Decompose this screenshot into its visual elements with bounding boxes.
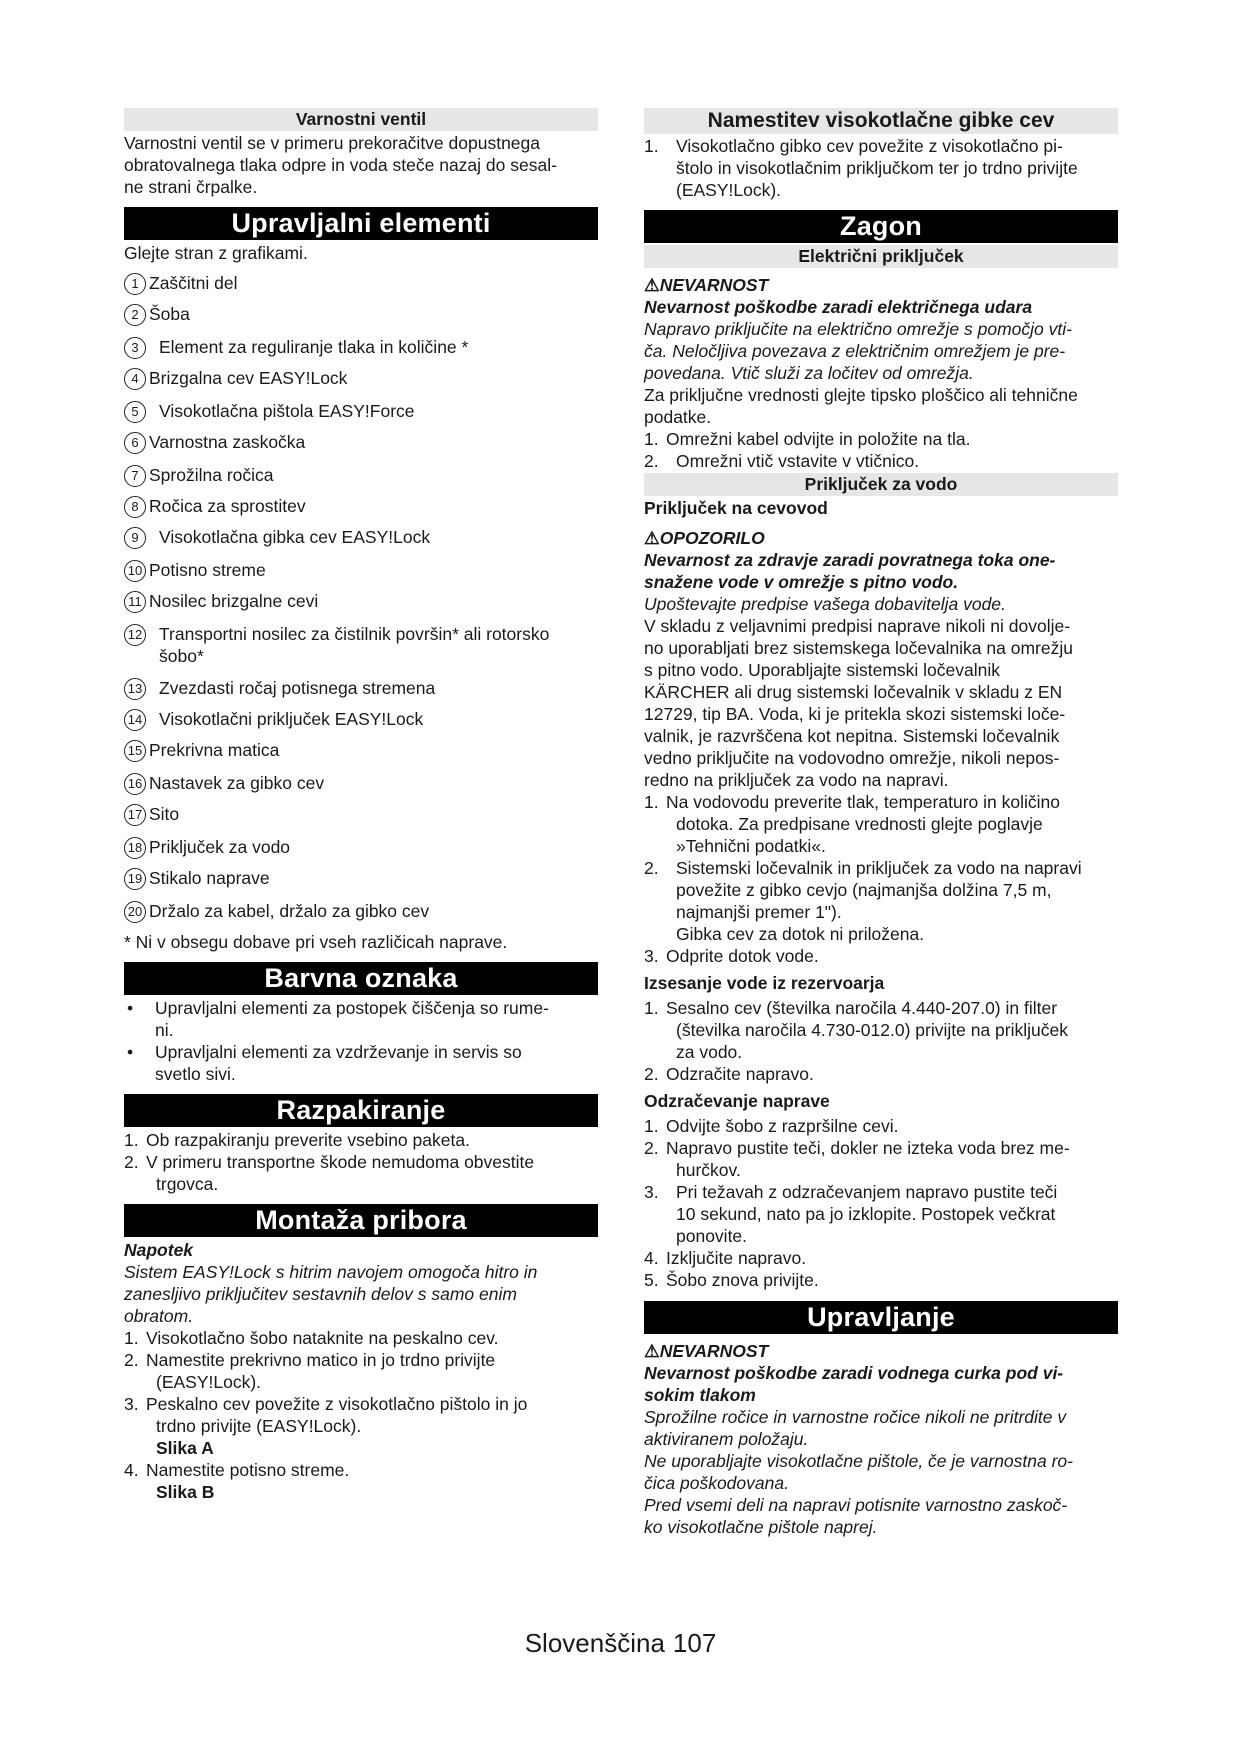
electrical-text: Za priključne vrednosti glejte tipsko ploščico ali tehnične podatke. xyxy=(644,385,1078,427)
warning-triangle-icon: ⚠ xyxy=(644,1341,660,1361)
list-item: 3. Odprite dotok vode. xyxy=(644,946,819,966)
list-item: 17 Sito xyxy=(124,803,598,826)
list-item: • Upravljalni elementi za vzdrževanje in servis so svetlo sivi. xyxy=(127,1042,522,1084)
accessory-mounting-heading: Montaža pribora xyxy=(124,1204,598,1237)
number-badge: 18 xyxy=(124,837,146,859)
list-item: 3 Element za reguliranje tlaka in količine * xyxy=(124,336,598,359)
list-item: 20 Držalo za kabel, držalo za gibko cev xyxy=(124,900,598,923)
warning-text: V skladu z veljavnimi predpisi naprave nikoli ni dovolje- no uporabljati brez sistemskega ločevalnika na omrežju s pitno vodo. Uporabljajte sistemski ločevalnik KÄRCHER ali drug sistemski ločevalnik v skladu z EN 12729, tip BA. Voda, ki je pritekla skozi sistemski loče- valnik, je razvrščena kot nepitna. Sistemski ločevalnik vedno priključite na vodovodno omrežje, nikoli nepos- redno na priključek za vodo na napravi. xyxy=(644,616,1073,790)
list-item: 4 Brizgalna cev EASY!Lock xyxy=(124,367,598,390)
list-item: 1. Odvijte šobo z razpršilne cevi. xyxy=(644,1116,899,1136)
list-item: 14 Visokotlačni priključek EASY!Lock xyxy=(124,708,598,731)
number-badge: 13 xyxy=(124,678,146,700)
list-item: 4. Izključite napravo. xyxy=(644,1248,807,1268)
number-badge: 2 xyxy=(124,304,146,326)
list-item: 8 Ročica za sprostitev xyxy=(124,495,598,518)
number-badge: 4 xyxy=(124,368,146,390)
list-item: 5 Visokotlačna pištola EASY!Force xyxy=(124,400,598,423)
danger-text: Napravo priključite na električno omrežje s pomočjo vti- ča. Neločljiva povezava z električnim omrežjem je pre- povedana. Vtič služi za ločitev od omrežja. xyxy=(644,319,1072,383)
warning-triangle-icon: ⚠ xyxy=(644,275,660,295)
note-text: Sistem EASY!Lock s hitrim navojem omogoča hitro in zanesljivo priključitev sestavnih delov s samo enim obratom. xyxy=(124,1262,538,1326)
list-item: 1. Omrežni kabel odvijte in položite na tla. xyxy=(644,429,971,449)
footnote: * Ni v obsegu dobave pri vseh različicah naprave. xyxy=(124,932,508,952)
warning-title: Nevarnost za zdravje zaradi povratnega toka one- snažene vode v omrežje s pitno vodo. xyxy=(644,550,1056,592)
danger-label: ⚠NEVARNOST xyxy=(644,1341,769,1361)
warning-italic-text: Upoštevajte predpise vašega dobavitelja vode. xyxy=(644,594,1006,614)
hose-install-heading: Namestitev visokotlačne gibke cev xyxy=(644,108,1118,134)
list-item: 7 Sprožilna ročica xyxy=(124,464,598,487)
warning-triangle-icon: ⚠ xyxy=(644,528,660,548)
startup-heading: Zagon xyxy=(644,210,1118,243)
list-item: 10 Potisno streme xyxy=(124,559,598,582)
list-item: • Upravljalni elementi za postopek čiščenja so rume- ni. xyxy=(127,998,549,1040)
list-item: 19 Stikalo naprave xyxy=(124,867,598,890)
safety-valve-text: Varnostni ventil se v primeru prekoračitve dopustnega obratovalnega tlaka odpre in voda steče nazaj do sesal- ne strani črpalke. xyxy=(124,133,557,197)
page-footer xyxy=(0,1628,1241,1658)
list-item: 15 Prekrivna matica xyxy=(124,739,598,762)
list-item: 4. Namestite potisno streme. Slika B xyxy=(124,1460,350,1502)
operation-heading: Upravljanje xyxy=(644,1301,1118,1334)
danger-label: ⚠NEVARNOST xyxy=(644,275,769,295)
list-item: 2. Omrežni vtič vstavite v vtičnico. xyxy=(644,451,920,471)
list-item: 13 Zvezdasti ročaj potisnega stremena xyxy=(124,677,598,700)
note-label: Napotek xyxy=(124,1240,194,1260)
component-list xyxy=(124,272,598,923)
number-badge: 5 xyxy=(124,401,146,423)
unpacking-heading: Razpakiranje xyxy=(124,1094,598,1127)
electrical-connection-heading: Električni priključek xyxy=(644,245,1118,268)
number-badge: 6 xyxy=(124,432,146,454)
list-item: 1. Sesalno cev (številka naročila 4.440-207.0) in filter (številka naročila 4.730-012.0) privijte na priključek za vodo. xyxy=(644,998,1068,1062)
list-item: 5. Šobo znova privijte. xyxy=(644,1270,819,1290)
list-item: 2. Odzračite napravo. xyxy=(644,1064,814,1084)
number-badge: 8 xyxy=(124,496,146,518)
safety-valve-heading: Varnostni ventil xyxy=(124,108,598,131)
warning-label: ⚠OPOZORILO xyxy=(644,528,765,548)
controls-heading: Upravljalni elementi xyxy=(124,207,598,240)
list-item: 6 Varnostna zaskočka xyxy=(124,431,598,454)
footer-language: Slovenščina xyxy=(524,1628,665,1658)
list-item: 1 Zaščitni del xyxy=(124,272,598,295)
number-badge: 16 xyxy=(124,773,146,795)
list-item: 2 Šoba xyxy=(124,303,598,326)
number-badge: 9 xyxy=(124,527,146,549)
number-badge: 10 xyxy=(124,560,146,582)
number-badge: 7 xyxy=(124,465,146,487)
list-item: 9 Visokotlačna gibka cev EASY!Lock xyxy=(124,526,598,549)
color-coding-heading: Barvna oznaka xyxy=(124,962,598,995)
page-number: 107 xyxy=(672,1628,717,1658)
danger-text: Sprožilne ročice in varnostne ročice nikoli ne pritrdite v aktiviranem položaju. Ne uporabljajte visokotlačne pištole, če je varnostna ro- čica poškodovana. Pred vsemi deli na napravi potisnite varnostno zaskoč- ko visokotlačne pištole naprej. xyxy=(644,1407,1073,1537)
list-item: 2. V primeru transportne škode nemudoma obvestite trgovca. xyxy=(124,1152,535,1194)
list-item: 3. Pri težavah z odzračevanjem napravo pustite teči 10 sekund, nato pa jo izklopite. Postopek večkrat ponovite. xyxy=(644,1182,1058,1246)
list-item: 16 Nastavek za gibko cev xyxy=(124,772,598,795)
number-badge: 17 xyxy=(124,804,146,826)
number-badge: 15 xyxy=(124,740,146,762)
tank-suction-label: Izsesanje vode iz rezervoarja xyxy=(644,973,885,993)
list-item: 1. Ob razpakiranju preverite vsebino paketa. xyxy=(124,1130,470,1150)
list-item: 2. Napravo pustite teči, dokler ne izteka voda brez me- hurčkov. xyxy=(644,1138,1070,1180)
number-badge: 1 xyxy=(124,273,146,295)
bullet-icon: • xyxy=(127,998,134,1018)
danger-title: Nevarnost poškodbe zaradi vodnega curka pod vi- sokim tlakom xyxy=(644,1363,1064,1405)
number-badge: 14 xyxy=(124,709,146,731)
list-item: 2. Sistemski ločevalnik in priključek za vodo na napravi povežite z gibko cevjo (najmanjša dolžina 7,5 m, najmanjši premer 1"). Gibka cev za dotok ni priložena. xyxy=(644,858,1082,944)
controls-intro: Glejte stran z grafikami. xyxy=(124,243,308,263)
venting-label: Odzračevanje naprave xyxy=(644,1091,830,1111)
number-badge: 20 xyxy=(124,901,146,923)
list-item: 3. Peskalno cev povežite z visokotlačno pištolo in jo trdno privijte (EASY!Lock). Slika A xyxy=(124,1394,528,1458)
water-connection-heading: Priključek za vodo xyxy=(644,473,1118,496)
number-badge: 11 xyxy=(124,591,146,613)
bullet-icon: • xyxy=(127,1042,134,1062)
list-item: 2. Namestite prekrivno matico in jo trdno privijte (EASY!Lock). xyxy=(124,1350,496,1392)
pipeline-connection-label: Priključek na cevovod xyxy=(644,498,828,518)
left-column xyxy=(124,108,598,1503)
list-item: 1. Visokotlačno šobo nataknite na peskalno cev. xyxy=(124,1328,499,1348)
number-badge: 12 xyxy=(124,624,146,646)
figure-reference: Slika A xyxy=(156,1438,214,1458)
list-item: 11 Nosilec brizgalne cevi xyxy=(124,590,598,613)
figure-reference: Slika B xyxy=(156,1482,215,1502)
right-column xyxy=(644,108,1118,1538)
list-item: 1. Visokotlačno gibko cev povežite z visokotlačno pi- štolo in visokotlačnim priključkom ter jo trdno privijte (EASY!Lock). xyxy=(644,136,1078,200)
list-item: 1. Na vodovodu preverite tlak, temperaturo in količino dotoka. Za predpisane vrednosti glejte poglavje »Tehnični podatki«. xyxy=(644,792,1060,856)
number-badge: 19 xyxy=(124,868,146,890)
number-badge: 3 xyxy=(124,337,146,359)
danger-title: Nevarnost poškodbe zaradi električnega udara xyxy=(644,297,1033,317)
list-item: 12 Transportni nosilec za čistilnik površin* ali rotorsko šobo* xyxy=(124,623,598,667)
list-item: 18 Priključek za vodo xyxy=(124,836,598,859)
